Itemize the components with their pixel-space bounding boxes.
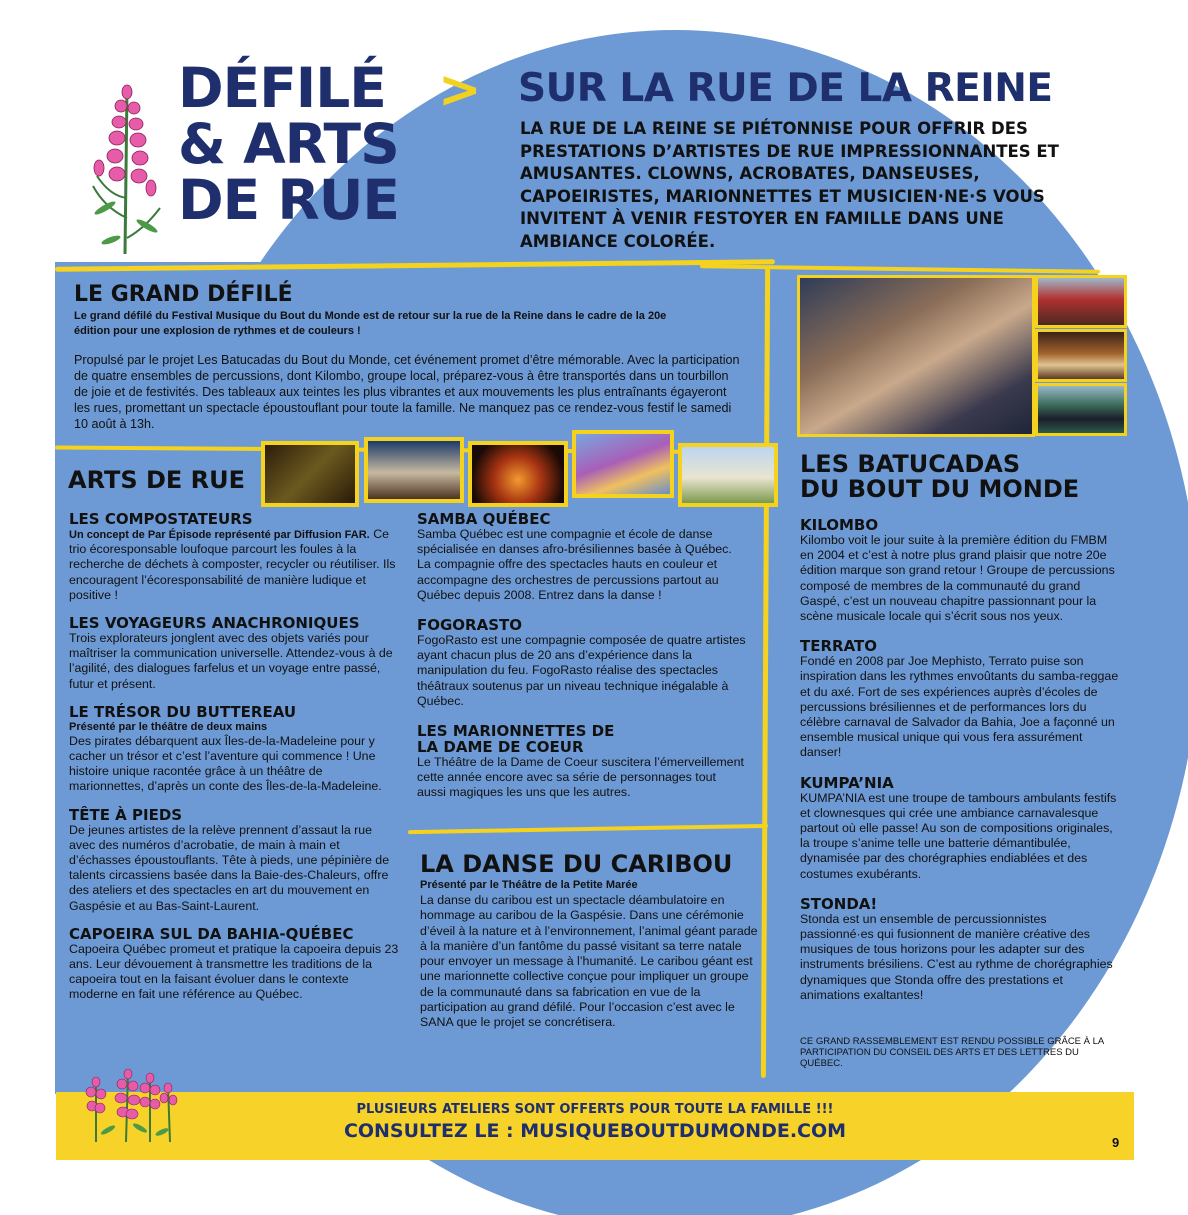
item-title: LES VOYAGEURS ANACHRONIQUES: [69, 614, 360, 633]
list-item: [800, 517, 1120, 624]
item-title: SAMBA QUÉBEC: [417, 510, 551, 528]
section-title-grand-defile: LE GRAND DÉFILÉ: [74, 282, 293, 307]
item-text: De jeunes artistes de la relève prennent d’assaut la rue avec des numéros d’acrobatie, de main à main et d’échasses époustouflants. Tête à pieds, une pépinière de talents circassiens basée dans la Baie-des-Chaleurs, offre des ateliers et des spectacles en art du mouvement en Gaspésie et au Bas-Saint-Laurent.: [69, 822, 390, 913]
main-title: [178, 56, 399, 232]
item-text: Capoeira Québec promeut et pratique la capoeira depuis 23 ans. Leur dévouement à transmettre les traditions de la capoeira tout en la faisant évoluer dans le contexte moderne en fait une référence au Québec.: [69, 941, 399, 1002]
batucadas-column: [800, 517, 1120, 1015]
item-byline: Présenté par le théâtre de deux mains: [69, 720, 268, 733]
subtitle: SUR LA RUE DE LA REINE: [518, 66, 1053, 111]
title-line: DU BOUT DU MONDE: [800, 475, 1080, 503]
item-text: Ce trio écoresponsable loufoque parcourt les foules à la recherche de déchets à composter, recycler ou réutiliser. Ils encouragent l’écoresponsabilité de manière ludique et positive !: [69, 527, 396, 602]
item-text: Kilombo voit le jour suite à la première édition du FMBM en 2004 et c’est à notre plus grand plaisir que notre 20e édition marque son grand retour ! Groupe de percussions composé de membres de la communauté du grand Gaspé, c’est un nouveau chapitre passionnant pour la scène musicale locale qui s’écrit sous nos yeux.: [800, 533, 1115, 624]
title-line: DÉFILÉ: [178, 56, 386, 120]
photo-puppets: [572, 430, 674, 498]
item-text: Le Théâtre de la Dame de Coeur suscitera l’émerveillement cette année encore avec sa série de personnages tout aussi magiques les uns que les autres.: [417, 755, 744, 800]
list-item: [69, 511, 399, 603]
fireweed-flower-illustration: [85, 68, 170, 258]
chevron-icon: >: [438, 60, 482, 120]
item-title: KILOMBO: [800, 516, 879, 534]
caribou-text: La danse du caribou est un spectacle déambulatoire en hommage au caribou de la Gaspésie. Dans une cérémonie d’éveil à la nature et à l’environnement, l’animal géant parade à la manière d’un fantôme du passé visitant sa terre natale pour envoyer un message à l’humanité. Le caribou géant est une marionnette collective conçue pour impliquer un groupe de la communauté dans sa fabrication en vue de la participation au grand défilé. Pour l’occasion c’est avec le SANA que le projet se concrétisera.: [420, 893, 758, 1030]
photo-acrobats: [364, 437, 464, 503]
list-item: [69, 807, 399, 914]
photo-performer: [261, 441, 359, 507]
intro-text: LA RUE DE LA REINE SE PIÉTONNISE POUR OFFRIR DES PRESTATIONS D’ARTISTES DE RUE IMPRESSIONNANTES ET AMUSANTES. CLOWNS, ACROBATES, DANSEUSES, CAPOEIRISTES, MARIONNETTES ET MUSICIEN·NE·S VOUS INVITENT À VENIR FESTOYER EN FAMILLE DANS UNE AMBIANCE COLORÉE.: [520, 119, 1059, 251]
grand-defile-lead: Le grand défilé du Festival Musique du Bout du Monde est de retour sur la rue de la Reine dans le cadre de la 20e édition pour une explosion de rythmes et de couleurs !: [74, 310, 667, 337]
photo-drum-band: [1035, 329, 1127, 382]
title-line: LES BATUCADAS: [800, 450, 1021, 478]
item-title: KUMPA’NIA: [800, 773, 894, 792]
item-text: Trois explorateurs jonglent avec des objets variés pour maîtriser la communication universelle. Attendez-vous à de l’agilité, des dialogues farfelus et un voyage entre passé, futur et présent.: [69, 631, 393, 691]
item-title: TÊTE À PIEDS: [69, 805, 183, 824]
photo-fire-show: [468, 441, 568, 507]
arts-left-column: [69, 511, 399, 1015]
item-title: CAPOEIRA SUL DA BAHIA-QUÉBEC: [69, 924, 354, 943]
item-text: Stonda est un ensemble de percussionnistes passionné·es qui fusionnent de manière créative des musiques de tous horizons pour les adapter sur des instruments brésiliens. C’est au rythme de chorégraphies dynamiques que Stonda offre des prestations et animations exaltantes!: [800, 911, 1113, 1002]
item-text: Des pirates débarquent aux Îles-de-la-Madeleine pour y cacher un trésor et c’est l’aventure qui commence ! Une histoire unique racontée grâce à un théâtre de marionnettes, d’après un conte des Îles-de-la-Madeleine.: [69, 733, 382, 794]
item-text: KUMPA’NIA est une troupe de tambours ambulants festifs et clownesques qui crée une ambiance carnavalesque partout où elle passe! Au son de compositions originales, la troupe s’anime telle une batterie démantibulée, dynamisée par des chorégraphies endiablées et des costumes exubérants.: [800, 790, 1117, 881]
credit-note: CE GRAND RASSEMBLEMENT EST RENDU POSSIBLE GRÂCE À LA PARTICIPATION DU CONSEIL DES ARTS ET DES LETTRES DU QUÉBEC.: [800, 1036, 1104, 1069]
list-item: [800, 896, 1120, 1003]
footer-workshops-text: PLUSIEURS ATELIERS SONT OFFERTS POUR TOUTE LA FAMILLE !!!: [356, 1102, 834, 1117]
item-byline: Un concept de Par Épisode représenté par Diffusion FAR.: [69, 529, 370, 541]
section-title-caribou: LA DANSE DU CARIBOU: [420, 850, 733, 878]
title-line: DE RUE: [178, 168, 399, 232]
item-title: LES COMPOSTATEURS: [69, 510, 253, 528]
item-text: Fondé en 2008 par Joe Mephisto, Terrato puise son inspiration dans les rythmes envoûtants du samba-reggae et du axé. Fort de ses expériences auprès d’écoles de percussions brésiliennes et de performances lors du célèbre carnaval de Salvador da Bahia, Joe a façonné un ensemble musical unique qui vous fera assurément danser!: [800, 654, 1119, 760]
item-text: FogoRasto est une compagnie composée de quatre artistes ayant chacun plus de 20 ans d’expérience dans la manipulation du feu. FogoRasto réalise des spectacles théâtraux soutenus par un niveau technique inégalable à Québec.: [417, 633, 746, 708]
footer-website-link[interactable]: CONSULTEZ LE : MUSIQUEBOUTDUMONDE.COM: [343, 1120, 847, 1142]
caribou-byline: Présenté par le Théâtre de la Petite Marée: [420, 879, 638, 891]
item-title: LES MARIONNETTES DE LA DAME DE COEUR: [417, 722, 615, 757]
item-title: STONDA!: [800, 894, 878, 913]
section-title-arts-de-rue: ARTS DE RUE: [68, 466, 246, 494]
list-item: [69, 926, 399, 1003]
list-item: [417, 723, 747, 801]
photo-group: [797, 275, 1035, 437]
grand-defile-body: Propulsé par le projet Les Batucadas du Bout du Monde, cet événement promet d’être mémorable. Avec la participation de quatre ensembles de percussions, dont Kilombo, groupe local, préparez-vous à être transportés dans un tourbillon de joie et de festivités. Des tableaux aux teintes les plus vibrantes et aux mouvements les plus entraînants égayeront les rues, promettant un spectacle époustouflant pour toute la famille. Ne manquez pas ce rendez-vous festif le samedi 10 août à 13h.: [74, 353, 740, 431]
item-title: LE TRÉSOR DU BUTTEREAU: [69, 702, 297, 721]
list-item: [417, 617, 747, 709]
item-title: TERRATO: [800, 637, 878, 656]
photo-parade: [678, 443, 778, 507]
list-item: [800, 775, 1120, 882]
page-number: 9: [1112, 1135, 1120, 1150]
section-title-batucadas: [800, 452, 1079, 502]
photo-drummers-red: [1035, 275, 1127, 328]
list-item: [800, 638, 1120, 760]
list-item: [69, 615, 399, 692]
item-text: Samba Québec est une compagnie et école de danse spécialisée en danses afro-brésiliennes basée à Québec. La compagnie offre des spectacles hauts en couleur et accompagne des orchestres de percussions partout au Québec depuis 2008. Entrez dans la danse !: [417, 527, 732, 602]
list-item: [417, 511, 747, 603]
photo-street-drummers: [1035, 383, 1127, 436]
title-line: & ARTS: [178, 112, 399, 176]
item-title: FOGORASTO: [417, 616, 523, 635]
list-item: [69, 704, 399, 795]
arts-middle-column: [417, 511, 747, 813]
